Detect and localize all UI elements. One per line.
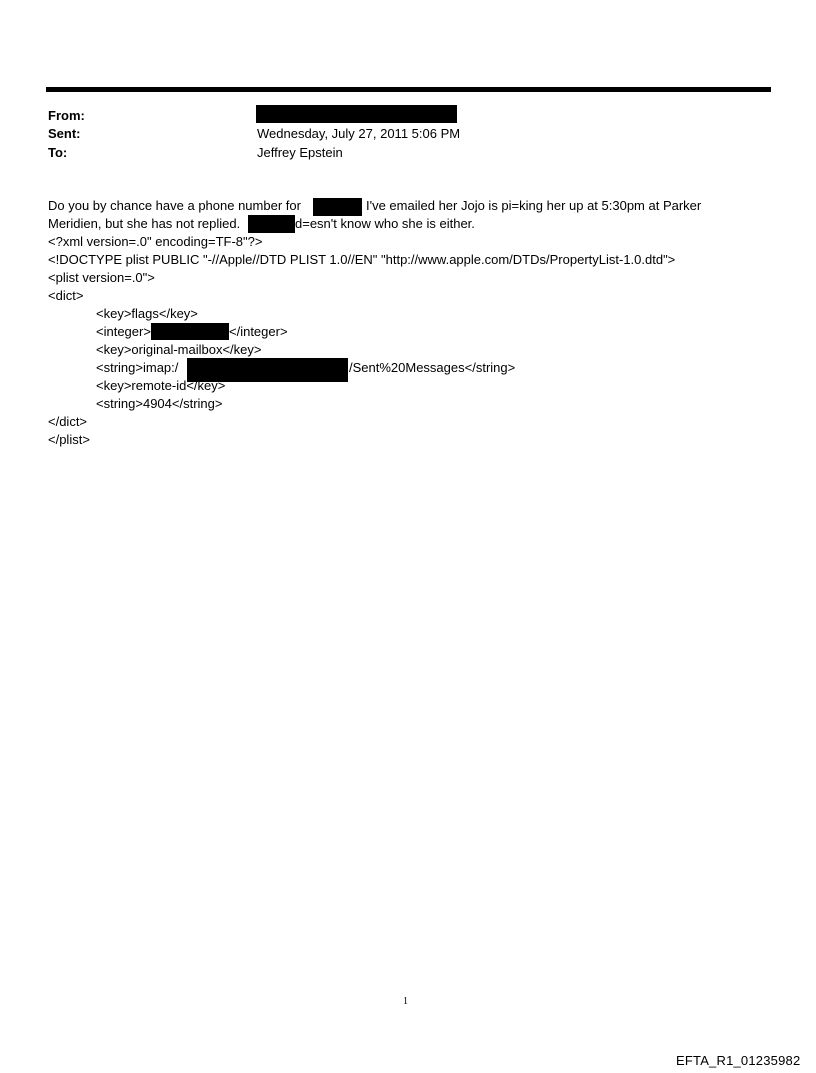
body-line-7: <key>flags</key> <box>96 306 198 321</box>
redaction-integer <box>151 323 229 340</box>
body-line-13: </dict> <box>48 414 88 429</box>
bates-number: EFTA_R1_01235982 <box>676 1053 801 1068</box>
redaction-inline <box>248 215 295 233</box>
from-label: From: <box>48 108 85 123</box>
sent-label: Sent: <box>48 126 81 141</box>
body-line-10a: <string>imap:/ <box>96 360 179 375</box>
body-line-14: </plist> <box>48 432 90 447</box>
page-number: 1 <box>403 996 408 1007</box>
body-line-9: <key>original-mailbox</key> <box>96 342 262 357</box>
body-line-5: <plist version=.0"> <box>48 270 155 285</box>
body-line-4: <!DOCTYPE plist PUBLIC "-//Apple//DTD PLIST 1.0//EN" "http://www.apple.com/DTDs/PropertyList-1.0.dtd"> <box>48 252 676 267</box>
redaction-from <box>256 105 457 123</box>
redaction-name <box>313 198 362 216</box>
header-rule <box>46 87 771 92</box>
body-line-1b: I've emailed her Jojo is pi=king her up at 5:30pm at Parker <box>366 198 702 213</box>
body-line-1a: Do you by chance have a phone number for <box>48 198 305 213</box>
body-line-6: <dict> <box>48 288 84 303</box>
body-line-10b: /Sent%20Messages</string> <box>349 360 516 375</box>
sent-value: Wednesday, July 27, 2011 5:06 PM <box>257 126 461 141</box>
body-line-12: <string>4904</string> <box>96 396 223 411</box>
body-line-8a: <integer> <box>96 324 151 339</box>
body-line-11: <key>remote-id</key> <box>96 378 226 393</box>
body-line-8b: </integer> <box>229 324 288 339</box>
to-label: To: <box>48 145 68 160</box>
to-value: Jeffrey Epstein <box>257 145 343 160</box>
body-line-2b: d=esn't know who she is either. <box>295 216 475 231</box>
body-line-3: <?xml version=.0" encoding=TF-8"?> <box>48 234 263 249</box>
body-line-2a: Meridien, but she has not replied. <box>48 216 241 231</box>
